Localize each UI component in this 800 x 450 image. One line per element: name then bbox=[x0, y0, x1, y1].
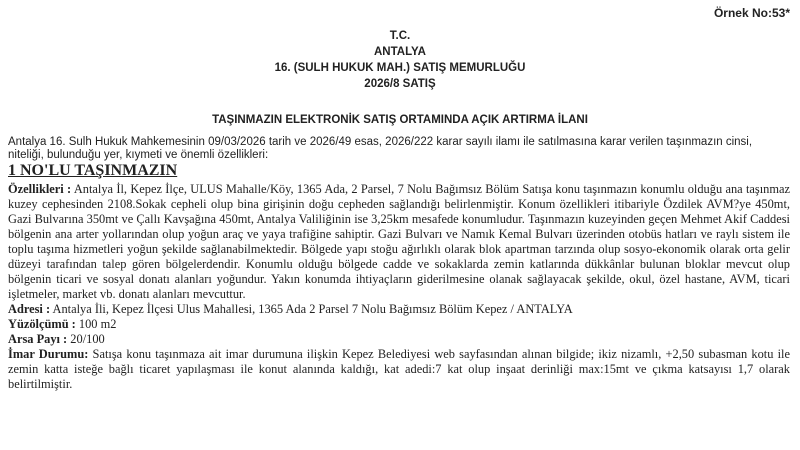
sale-title: TAŞINMAZIN ELEKTRONİK SATIŞ ORTAMINDA AÇIK ARTIRMA İLANI bbox=[212, 114, 588, 126]
property-details bbox=[8, 182, 790, 392]
zoning-paragraph bbox=[8, 347, 790, 392]
header-line-tc: T.C. bbox=[389, 30, 411, 42]
header-line-office: 16. (SULH HUKUK MAH.) SATIŞ MEMURLUĞU bbox=[274, 62, 526, 74]
header-line-city: ANTALYA bbox=[374, 46, 426, 58]
address-text: Antalya İli, Kepez İlçesi Ulus Mahallesi, 1365 Ada 2 Parsel 7 Nolu Bağımsız Bölüm Kepez / ANTALYA bbox=[50, 302, 573, 316]
features-paragraph bbox=[8, 182, 790, 302]
document-header bbox=[0, 28, 800, 92]
share-text: 20/100 bbox=[67, 332, 105, 346]
intro-paragraph: Antalya 16. Sulh Hukuk Mahkemesinin 09/03/2026 tarih ve 2026/49 esas, 2026/222 karar sayılı ilamı ile satılmasına karar verilen taşınmazın cinsi, niteliği, bulunduğu yer, kıymeti ve önemli özellikleri: bbox=[8, 136, 753, 161]
sample-number: Örnek No:53* bbox=[713, 6, 790, 20]
features-text: Antalya İl, Kepez İlçe, ULUS Mahalle/Köy, 1365 Ada, 2 Parsel, 7 Nolu Bağımsız Bölüm Satışa konu taşınmazın konumlu olduğu ana taşınmaz kuzey cephesinden 2108.Sokak cepheli olup bina girişinin doğu cepheden sağlandığı belirlenmiştir. Konum özellikleri itibariyle Özdilek AVM?ye 450mt, Gazi Bulvarına 350mt ve Çallı Kavşağına 450mt, Antalya Valiliğinin ise 3,25km mesafede konumludur. Taşınmazın kuzeyinden geçen Mehmet Akif Caddesi bölgenin ana arter yollarından olup yoğun araç ve yaya trafiğine sahiptir. Gazi Bulvarı ve Namık Kemal Bulvarı üzerinden otobüs hatları ve raylı sistem ile toplu taşıma hizmetleri yoğun şekilde sağlanabilmektedir. Bölgede yapı stoğu ağırlıklı olarak blok apartman tarzında olup sosyo-ekonomik olarak orta gelir düzeyi tarafından talep gören bölgelerdendir. Konumlu olduğu bölgede cadde ve sokaklarda zemin katlarında dükkânlar bulunan bloklar mevcut olup bölgenin ticari ve sosyal donatı alanları yoğundur. Yakın konumda ihtiyaçların giderilmesine olanak sağlayacak şekilde, okul, özel hastane, AVM, ticari işletmeler, market vb. donatı alanları mevcuttur. bbox=[8, 182, 791, 301]
property-heading: 1 NO'LU TAŞINMAZIN bbox=[8, 162, 178, 179]
area-paragraph bbox=[8, 317, 790, 332]
features-label: Özellikleri : bbox=[8, 182, 72, 196]
zoning-label: İmar Durumu: bbox=[8, 347, 89, 361]
header-line-sale-no: 2026/8 SATIŞ bbox=[364, 78, 436, 90]
address-paragraph bbox=[8, 302, 790, 317]
share-label: Arsa Payı : bbox=[8, 332, 68, 346]
area-text: 100 m2 bbox=[75, 317, 117, 331]
share-paragraph bbox=[8, 332, 790, 347]
address-label: Adresi : bbox=[8, 302, 51, 316]
zoning-text: Satışa konu taşınmaza ait imar durumuna ilişkin Kepez Belediyesi web sayfasından alınan bilgide; ikiz nizamlı, +2,50 subasman kotu ile zemin katta isteğe bağlı ticaret yapılaşması ile konut alanında kaldığı, kat adedi:7 kat olup inşaat derinliği max:15mt ve çıkma katsayısı 1,7 olarak belirtilmiştir. bbox=[8, 347, 791, 391]
area-label: Yüzölçümü : bbox=[8, 317, 76, 331]
